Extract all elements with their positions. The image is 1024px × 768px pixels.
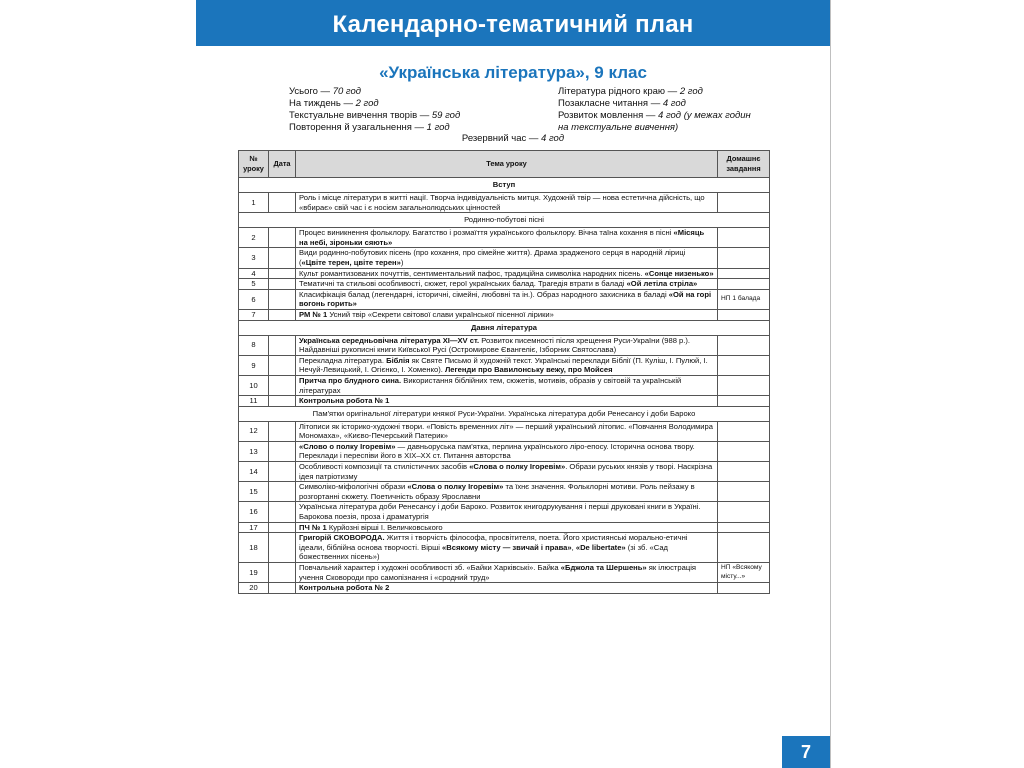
- lesson-homework: [718, 228, 770, 248]
- lesson-topic: [296, 248, 718, 268]
- page-number: 7: [782, 736, 830, 768]
- lesson-topic: [296, 279, 718, 290]
- lesson-number: 8: [239, 335, 269, 355]
- topic-text: як ілюстрація учення Сковороди про самопізнання і «сродний труд»: [299, 563, 696, 582]
- table-row: [239, 248, 770, 268]
- stat-line: Повторення й узагальнення — 1 год: [289, 122, 450, 133]
- table-row: [239, 309, 770, 320]
- lesson-topic: [296, 441, 718, 461]
- topic-text: «Цвіте терен, цвіте терен»: [301, 257, 401, 267]
- table-row: [239, 335, 770, 355]
- lesson-topic: [296, 396, 718, 407]
- topic-text: Українська література доби Ренесансу і доби Бароко. Розвиток книгодрукування і перші друковані книги в Україні. Барокова поезія, проза і драматургія: [299, 502, 701, 522]
- lesson-number: 16: [239, 502, 269, 522]
- header-topic: Тема уроку: [296, 151, 718, 178]
- lesson-date: [269, 583, 296, 594]
- section-title: Вступ: [239, 178, 770, 193]
- lesson-topic: [296, 375, 718, 395]
- section-title: Пам'ятки оригінальної літератури княжої Руси-України. Українська література доби Ренесансу і доби Бароко: [239, 406, 770, 421]
- section-title: Давня література: [239, 320, 770, 335]
- topic-text: ): [400, 257, 404, 267]
- hours-summary-right: [558, 86, 751, 134]
- topic-text: ПЧ № 1: [299, 522, 327, 532]
- topic-text: Григорій СКОВОРОДА.: [299, 533, 385, 543]
- lesson-plan-table: [238, 150, 770, 594]
- topic-text: «Всякому місту — звичай і права»: [442, 542, 572, 552]
- topic-text: Особливості композиції та стилістичних засобів: [299, 462, 470, 472]
- topic-text: Курйозні вірші І. Величковського: [326, 522, 443, 532]
- lesson-homework: НП «Всякому місту...»: [718, 563, 770, 583]
- lesson-homework: [718, 441, 770, 461]
- lesson-date: [269, 335, 296, 355]
- topic-text: Роль і місце літератури в житті нації. Творча індивідуальність митця. Художній твір — нова естетична дійсність, що «вбирає» свій час і є носієм загальнолюдських цінностей: [299, 193, 705, 212]
- reserve-time: Резервний час — 4 год: [461, 133, 565, 144]
- lesson-homework: [718, 421, 770, 441]
- lesson-number: 19: [239, 563, 269, 583]
- lesson-homework: [718, 396, 770, 407]
- lesson-date: [269, 193, 296, 213]
- topic-text: ,: [571, 542, 576, 552]
- topic-text: та їхнє значення. Фольклорні мотиви. Роль пейзажу в розгортанні сюжету. Поетичність образу Ярославни: [299, 482, 695, 501]
- topic-text: «De libertate»: [575, 542, 626, 552]
- topic-text: Біблія: [386, 355, 410, 365]
- lesson-number: 6: [239, 289, 269, 309]
- lesson-date: [269, 268, 296, 279]
- topic-text: Легенди про Вавилонську вежу, про Мойсея: [444, 365, 613, 375]
- lesson-homework: [718, 335, 770, 355]
- topic-text: — давньоруська пам'ятка, перлина українського ліро-епосу. Історична основа твору. Переклади і переспіви його в ХІХ–ХХ ст. Питання авторства: [299, 441, 695, 461]
- lesson-topic: [296, 533, 718, 563]
- topic-text: «Місяць на небі, зіроньки сяють»: [299, 228, 705, 247]
- stat-line: Текстуальне вивчення творів — 59 год: [289, 110, 461, 121]
- table-row: [239, 533, 770, 563]
- stat-line: Усього — 70 год: [289, 86, 362, 97]
- lesson-homework: [718, 309, 770, 320]
- table-row: [239, 193, 770, 213]
- lesson-date: [269, 421, 296, 441]
- topic-text: «Слова о полку Ігоревім»: [469, 462, 566, 472]
- page-title: Календарно-тематичний план: [332, 11, 694, 38]
- lesson-homework: НП 1 балада: [718, 289, 770, 309]
- document-page: [196, 0, 831, 768]
- lesson-date: [269, 533, 296, 563]
- topic-text: . Образи руських князів у творі. Наскрізна ідея патріотизму: [299, 462, 713, 481]
- lesson-topic: [296, 563, 718, 583]
- table-row: [239, 522, 770, 533]
- topic-text: Повчальний характер і художні особливості зб. «Байки Харківські». Байка: [299, 563, 561, 572]
- table-row: [239, 563, 770, 583]
- lesson-topic: [296, 355, 718, 375]
- stat-line: На тиждень — 2 год: [289, 98, 379, 109]
- lesson-number: 14: [239, 462, 269, 482]
- topic-text: Українська середньовічна література XI—XV ст.: [299, 335, 480, 345]
- topic-text: РМ № 1: [299, 309, 328, 319]
- lesson-plan-body: [239, 178, 770, 594]
- header-date: Дата: [269, 151, 296, 178]
- lesson-homework: [718, 533, 770, 563]
- lesson-date: [269, 375, 296, 395]
- lesson-number: 7: [239, 309, 269, 320]
- lesson-date: [269, 462, 296, 482]
- page-banner: [196, 0, 830, 46]
- stat-line: на текстуальне вивчення): [558, 122, 679, 133]
- lesson-date: [269, 309, 296, 320]
- lesson-topic: [296, 228, 718, 248]
- lesson-topic: [296, 522, 718, 533]
- table-row: [239, 268, 770, 279]
- lesson-topic: [296, 421, 718, 441]
- lesson-date: [269, 396, 296, 407]
- lesson-topic: [296, 309, 718, 320]
- lesson-number: 20: [239, 583, 269, 594]
- stat-line: Розвиток мовлення — 4 год (у межах годин: [558, 110, 751, 121]
- lesson-date: [269, 482, 296, 502]
- topic-text: Життя і творчість філософа, просвітителя, поета. Його християнські морально-етичні ідеали, біблійна основа творчості. Вірші: [299, 533, 688, 552]
- topic-text: як Святе Письмо й художній текст. Українські переклади Біблії (П. Куліш, І. Пулюй, І. Нечуй-Левицький, І. Огієнко, І. Хоменко).: [299, 355, 708, 375]
- lesson-homework: [718, 462, 770, 482]
- topic-text: «Бджола та Шершень»: [560, 563, 647, 572]
- topic-text: Притча про блудного сина.: [299, 375, 402, 385]
- lesson-date: [269, 228, 296, 248]
- table-row: [239, 441, 770, 461]
- lesson-number: 10: [239, 375, 269, 395]
- table-row: [239, 279, 770, 290]
- lesson-homework: [718, 355, 770, 375]
- lesson-homework: [718, 583, 770, 594]
- topic-text: Класифікація балад (легендарні, історичні, сімейні, любовні та ін.). Образ народного захисника в баладі: [299, 289, 669, 299]
- topic-text: Контрольна робота № 2: [299, 583, 390, 593]
- lesson-date: [269, 279, 296, 290]
- lesson-number: 13: [239, 441, 269, 461]
- topic-text: Перекладна література.: [299, 355, 387, 365]
- lesson-homework: [718, 522, 770, 533]
- lesson-homework: [718, 375, 770, 395]
- table-row: [239, 583, 770, 594]
- table-row: [239, 421, 770, 441]
- header-homework: Домашнє завдання: [718, 151, 770, 178]
- lesson-number: 3: [239, 248, 269, 268]
- table-row: [239, 396, 770, 407]
- topic-text: Розвиток писемності після хрещення Руси-України (988 р.). Найдавніші рукописні книги Київської Русі (Остромирове Євангеліє, Ізборник Святослава): [299, 335, 690, 355]
- table-row: [239, 462, 770, 482]
- table-header-row: [239, 151, 770, 178]
- table-row: [239, 375, 770, 395]
- header-lesson-number: № уроку: [239, 151, 269, 178]
- lesson-number: 15: [239, 482, 269, 502]
- lesson-date: [269, 563, 296, 583]
- section-row: [239, 213, 770, 228]
- stat-line: Література рідного краю — 2 год: [558, 86, 703, 97]
- table-row: [239, 502, 770, 522]
- topic-text: «Ой летіла стріла»: [626, 279, 698, 289]
- lesson-number: 11: [239, 396, 269, 407]
- topic-text: Контрольна робота № 1: [299, 396, 390, 406]
- section-row: [239, 320, 770, 335]
- lesson-topic: [296, 482, 718, 502]
- lesson-number: 1: [239, 193, 269, 213]
- topic-text: Тематичні та стильові особливості, сюжет, герої українських балад. Трагедія втрати в баладі: [299, 279, 627, 289]
- table-row: [239, 355, 770, 375]
- stat-line: Позакласне читання — 4 год: [558, 98, 686, 109]
- section-row: [239, 406, 770, 421]
- section-title: Родинно-побутові пісні: [239, 213, 770, 228]
- topic-text: Культ романтизованих почуттів, сентиментальний пафос, традиційна символіка народних пісень.: [299, 268, 645, 278]
- lesson-homework: [718, 279, 770, 290]
- table-row: [239, 228, 770, 248]
- topic-text: Види родинно-побутових пісень (про кохання, про сімейне життя). Драма зрадженого серця в народній ліриці (: [299, 248, 686, 267]
- plan-subtitle: «Українська література», 9 клас: [379, 63, 647, 82]
- lesson-topic: [296, 583, 718, 594]
- lesson-homework: [718, 193, 770, 213]
- lesson-homework: [718, 268, 770, 279]
- topic-text: Процес виникнення фольклору. Багатство і розмаїття українського фольклору. Вічна таїна кохання в пісні: [299, 228, 674, 238]
- lesson-number: 18: [239, 533, 269, 563]
- lesson-date: [269, 248, 296, 268]
- lesson-topic: [296, 502, 718, 522]
- lesson-date: [269, 355, 296, 375]
- lesson-number: 4: [239, 268, 269, 279]
- lesson-date: [269, 522, 296, 533]
- lesson-homework: [718, 502, 770, 522]
- lesson-date: [269, 289, 296, 309]
- hours-summary-left: [289, 86, 460, 134]
- lesson-date: [269, 441, 296, 461]
- lesson-number: 9: [239, 355, 269, 375]
- topic-text: (зі зб. «Сад божественних пісень»): [299, 542, 668, 562]
- lesson-number: 5: [239, 279, 269, 290]
- section-row: [239, 178, 770, 193]
- lesson-topic: [296, 193, 718, 213]
- topic-text: «Сонце низенько»: [644, 268, 714, 278]
- lesson-homework: [718, 248, 770, 268]
- lesson-topic: [296, 289, 718, 309]
- lesson-number: 2: [239, 228, 269, 248]
- lesson-date: [269, 502, 296, 522]
- topic-text: Символіко-міфологічні образи: [299, 482, 408, 492]
- table-row: [239, 482, 770, 502]
- lesson-number: 12: [239, 421, 269, 441]
- topic-text: Використання біблійних тем, сюжетів, мотивів, образів у світовій та українській літературах: [299, 375, 682, 395]
- topic-text: Усний твір «Секрети світової слави української пісенної лірики»: [327, 309, 554, 319]
- lesson-number: 17: [239, 522, 269, 533]
- topic-text: «Слова о полку Ігоревім»: [407, 482, 504, 492]
- lesson-homework: [718, 482, 770, 502]
- lesson-topic: [296, 335, 718, 355]
- topic-text: «Ой на горі вогонь горить»: [299, 289, 712, 309]
- topic-text: «Слово о полку Ігоревім»: [299, 441, 396, 451]
- topic-text: Літописи як історико-художні твори. «Повість временних літ» — перший український літопис. «Повчання Володимира Мономаха», «Києво-Печерський Патерик»: [299, 421, 713, 441]
- table-row: [239, 289, 770, 309]
- lesson-topic: [296, 268, 718, 279]
- lesson-topic: [296, 462, 718, 482]
